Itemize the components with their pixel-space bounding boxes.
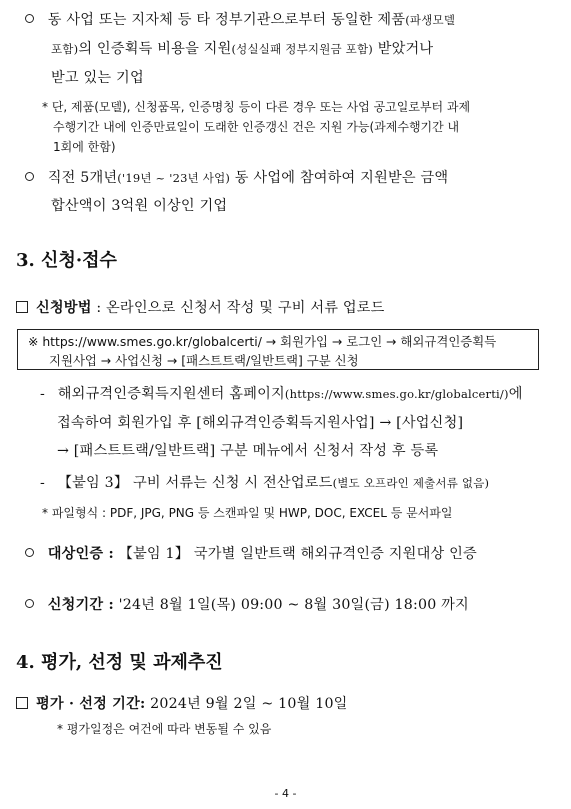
application-method: 신청방법 : 온라인으로 신청서 작성 및 구비 서류 업로드 <box>16 297 385 317</box>
note-exception: * 단, 제품(모델), 신청품목, 인증명칭 등이 다른 경우 또는 사업 공고일로부터 과제 <box>42 100 471 114</box>
url-instruction-line2: 지원사업 → 사업신청 → [패스트트랙/일반트랙] 구분 신청 <box>49 353 359 368</box>
page-number: - 4 - <box>274 787 297 800</box>
file-format-note: * 파일형식 : PDF, JPG, PNG 등 스캔파일 및 HWP, DOC, EXCEL 등 문서파일 <box>42 506 453 520</box>
section-4-heading: 4. 평가, 선정 및 과제추진 <box>16 652 223 673</box>
dash-item-homepage-line3: → [패스트트랙/일반트랙] 구분 메뉴에서 신청서 작성 후 등록 <box>57 443 439 459</box>
section-3-heading: 3. 신청·접수 <box>16 250 117 271</box>
evaluation-period: 평가 · 선정 기간: 2024년 9월 2일 ~ 10월 10일 <box>16 693 348 713</box>
note-exception-line3: 1회에 한함) <box>53 140 116 154</box>
evaluation-note: * 평가일정은 여건에 따라 변동될 수 있음 <box>57 722 272 736</box>
checkbox-square-icon <box>16 697 28 709</box>
circle-bullet-icon <box>25 599 34 608</box>
item-exclusion-prior-support-line2: 합산액이 3억원 이상인 기업 <box>51 198 228 214</box>
circle-bullet-icon <box>25 172 34 181</box>
note-exception-line2: 수행기간 내에 인증만료일이 도래한 인증갱신 건은 지원 가능(과제수행기간 내 <box>53 120 460 134</box>
dash-item-homepage-line2: 접속하여 회원가입 후 [해외규격인증획득지원사업] → [사업신청] <box>57 415 464 431</box>
application-period: 신청기간 : '24년 8월 1일(목) 09:00 ~ 8월 30일(금) 18:00 까지 <box>25 594 469 614</box>
target-certification: 대상인증 : 【붙임 1】 국가별 일반트랙 해외규격인증 지원대상 인증 <box>25 543 477 563</box>
item-exclusion-line3: 받고 있는 기업 <box>51 70 144 86</box>
checkbox-square-icon <box>16 301 28 313</box>
dash-bullet: - <box>40 475 45 491</box>
dash-item-homepage: - 해외규격인증획득지원센터 홈페이지(https://www.smes.go.kr/globalcerti/)에 <box>40 386 523 402</box>
circle-bullet-icon <box>25 548 34 557</box>
item-exclusion-line2: 포함)의 인증획득 비용을 지원(성실실패 정부지원금 포함) 받았거나 <box>51 41 434 57</box>
item-exclusion-same-product: 동 사업 또는 지자체 등 타 정부기관으로부터 동일한 제품(파생모델 <box>25 9 455 29</box>
dash-item-documents: - 【붙임 3】 구비 서류는 신청 시 전산업로드(별도 오프라인 제출서류 없음) <box>40 475 490 491</box>
item-exclusion-prior-support: 직전 5개년('19년 ~ '23년 사업) 동 사업에 참여하여 지원받은 금액 <box>25 167 448 187</box>
url-instruction-line1: ※ https://www.smes.go.kr/globalcerti/ → 회원가입 → 로그인 → 해외규격인증획득 <box>28 334 497 349</box>
dash-bullet: - <box>40 386 45 402</box>
circle-bullet-icon <box>25 14 34 23</box>
